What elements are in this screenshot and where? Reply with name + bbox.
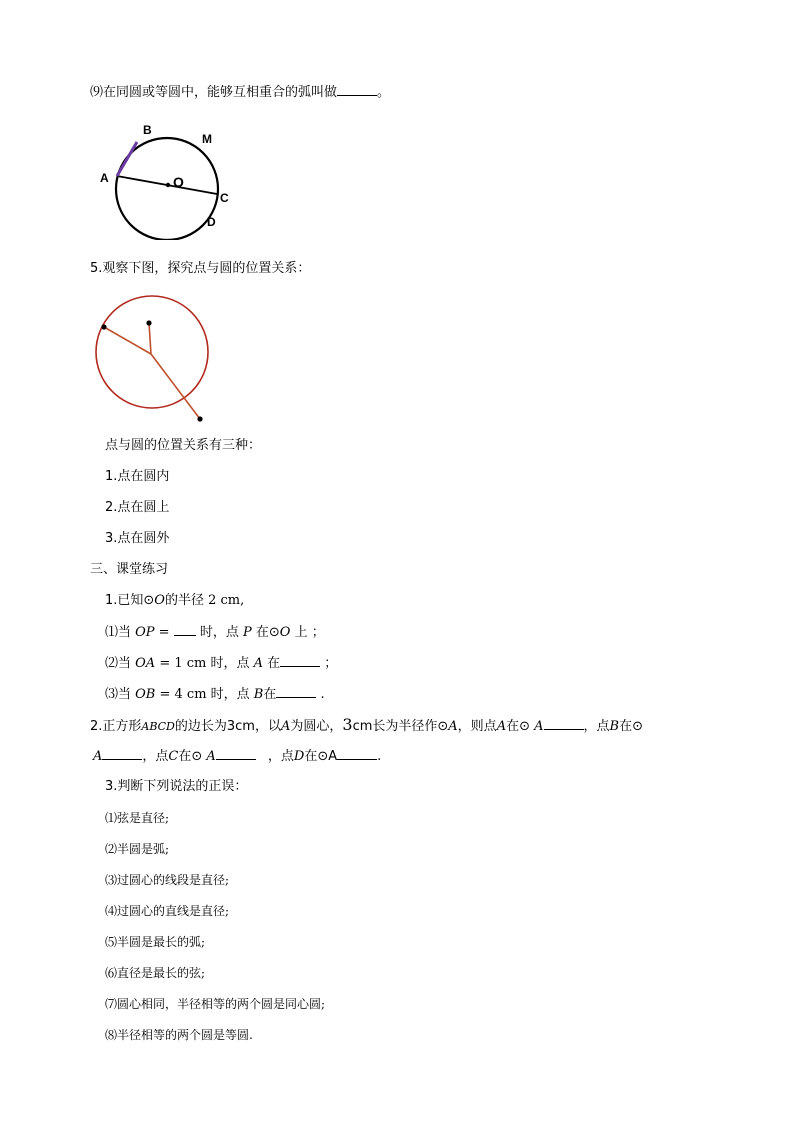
label-o: O	[173, 174, 184, 190]
point-on-circle	[101, 324, 106, 329]
exercise-3-item: ⑻半径相等的两个圆是等圆.	[105, 1028, 253, 1042]
var-ob: OB	[135, 687, 156, 702]
exercise-3-item: ⑵半圆是弧;	[105, 842, 170, 856]
label-b: B	[143, 123, 152, 137]
label-d: D	[207, 215, 216, 229]
ex2-text: 在⊙	[619, 719, 643, 734]
part-text: ；	[320, 656, 338, 671]
ex2-text: .	[377, 749, 382, 764]
figure-circle-arcs	[94, 118, 244, 240]
var-p: P	[242, 625, 252, 640]
ex2-text: ，点	[583, 719, 610, 734]
part-number: ⑶当	[105, 687, 136, 702]
var-b: B	[253, 687, 264, 702]
var-a: A	[534, 719, 544, 734]
var-o: O	[154, 593, 165, 608]
exercise-3-title: 3.判断下列说法的正误：	[105, 779, 248, 794]
answer-blank	[544, 717, 584, 730]
ex2-text: 在⊙A	[304, 749, 338, 764]
exercise-3-item: ⑴弦是直径;	[105, 811, 170, 825]
relation-item: 2.点在圆上	[105, 500, 170, 515]
var-op: OP	[135, 625, 155, 640]
part-text: 在	[263, 687, 277, 702]
chord-ab	[117, 142, 137, 176]
question-9-text: 在同圆或等圆中，能够互相重合的弧叫做	[103, 85, 338, 100]
question-9	[90, 83, 390, 102]
exercise-3-item: ⑷过圆心的直线是直径;	[105, 904, 230, 918]
answer-blank	[174, 623, 196, 636]
relations-intro: 点与圆的位置关系有三种：	[105, 438, 262, 453]
var-a: A	[448, 719, 458, 734]
part-text: 在⊙	[251, 625, 280, 640]
ex2-text: 2.正方形	[90, 719, 142, 734]
part-text: = 4 cm 时，点	[155, 687, 254, 702]
exercise-2-line-2	[93, 747, 381, 766]
ex2-text: ，则点	[457, 719, 497, 734]
part-text: = 1 cm 时，点	[155, 656, 254, 671]
stem-text: 的半径 2 cm,	[164, 593, 245, 608]
part-text: =	[154, 625, 174, 640]
var-a: A	[280, 719, 291, 734]
figure-point-circle	[90, 292, 220, 426]
ex2-text: 在⊙	[506, 719, 535, 734]
ex2-text: 在⊙	[178, 749, 207, 764]
ex2-text: 为圆心，	[290, 719, 343, 734]
relation-item: 3.点在圆外	[105, 531, 170, 546]
part-number: ⑴当	[105, 625, 136, 640]
var-b: B	[609, 719, 620, 734]
part-text: 在	[263, 656, 281, 671]
exercise-3-item: ⑹直径是最长的弦;	[105, 966, 206, 980]
label-c: C	[220, 191, 229, 205]
label-a: A	[100, 171, 109, 185]
question-9-end: 。	[377, 85, 391, 100]
answer-blank	[337, 747, 377, 760]
var-d: D	[293, 749, 305, 764]
num-3: 3	[342, 715, 353, 734]
ex2-text: ，点	[263, 749, 294, 764]
var-a: A	[206, 749, 216, 764]
answer-blank	[102, 747, 142, 760]
exercise-3-item: ⑺圆心相同，半径相等的两个圆是同心圆;	[105, 997, 326, 1011]
part-text: 上 ；	[290, 625, 325, 640]
exercise-3-item: ⑸半圆是最长的弧;	[105, 935, 206, 949]
relation-item: 1.点在圆内	[105, 469, 170, 484]
ex2-text: ，点	[142, 749, 169, 764]
center-dot	[166, 183, 170, 187]
question-9-number: ⑼	[90, 85, 104, 100]
var-a: A	[253, 656, 264, 671]
stem-text: 1.已知⊙	[105, 593, 155, 608]
var-o: O	[279, 625, 291, 640]
label-m: M	[202, 132, 212, 146]
point-inside	[146, 320, 151, 325]
var-a: A	[496, 719, 507, 734]
exercise-1-part-1	[105, 623, 325, 642]
answer-blank	[216, 747, 256, 760]
exercise-3-item: ⑶过圆心的线段是直径;	[105, 873, 230, 887]
answer-blank	[337, 83, 377, 96]
var-c: C	[168, 749, 179, 764]
ex2-text: 的边长为3cm，以	[174, 719, 281, 734]
exercise-2-line-1	[90, 716, 643, 736]
part-text: .	[316, 687, 325, 702]
exercise-1-part-3	[105, 685, 325, 704]
part-text: 时，点	[195, 625, 243, 640]
answer-blank	[276, 685, 316, 698]
answer-blank	[280, 654, 320, 667]
part-number: ⑵当	[105, 656, 136, 671]
exercise-1-stem	[105, 592, 244, 610]
question-5-title: 5.观察下图，探究点与圆的位置关系：	[90, 261, 311, 276]
exercise-1-part-2	[105, 654, 337, 673]
var-a: A	[93, 749, 103, 764]
point-outside	[197, 416, 202, 421]
ex2-text: cm长为半径作⊙	[352, 719, 449, 734]
section-3-title: 三、课堂练习	[90, 562, 169, 577]
var-oa: OA	[135, 656, 156, 671]
var-abcd: ABCD	[141, 720, 175, 733]
